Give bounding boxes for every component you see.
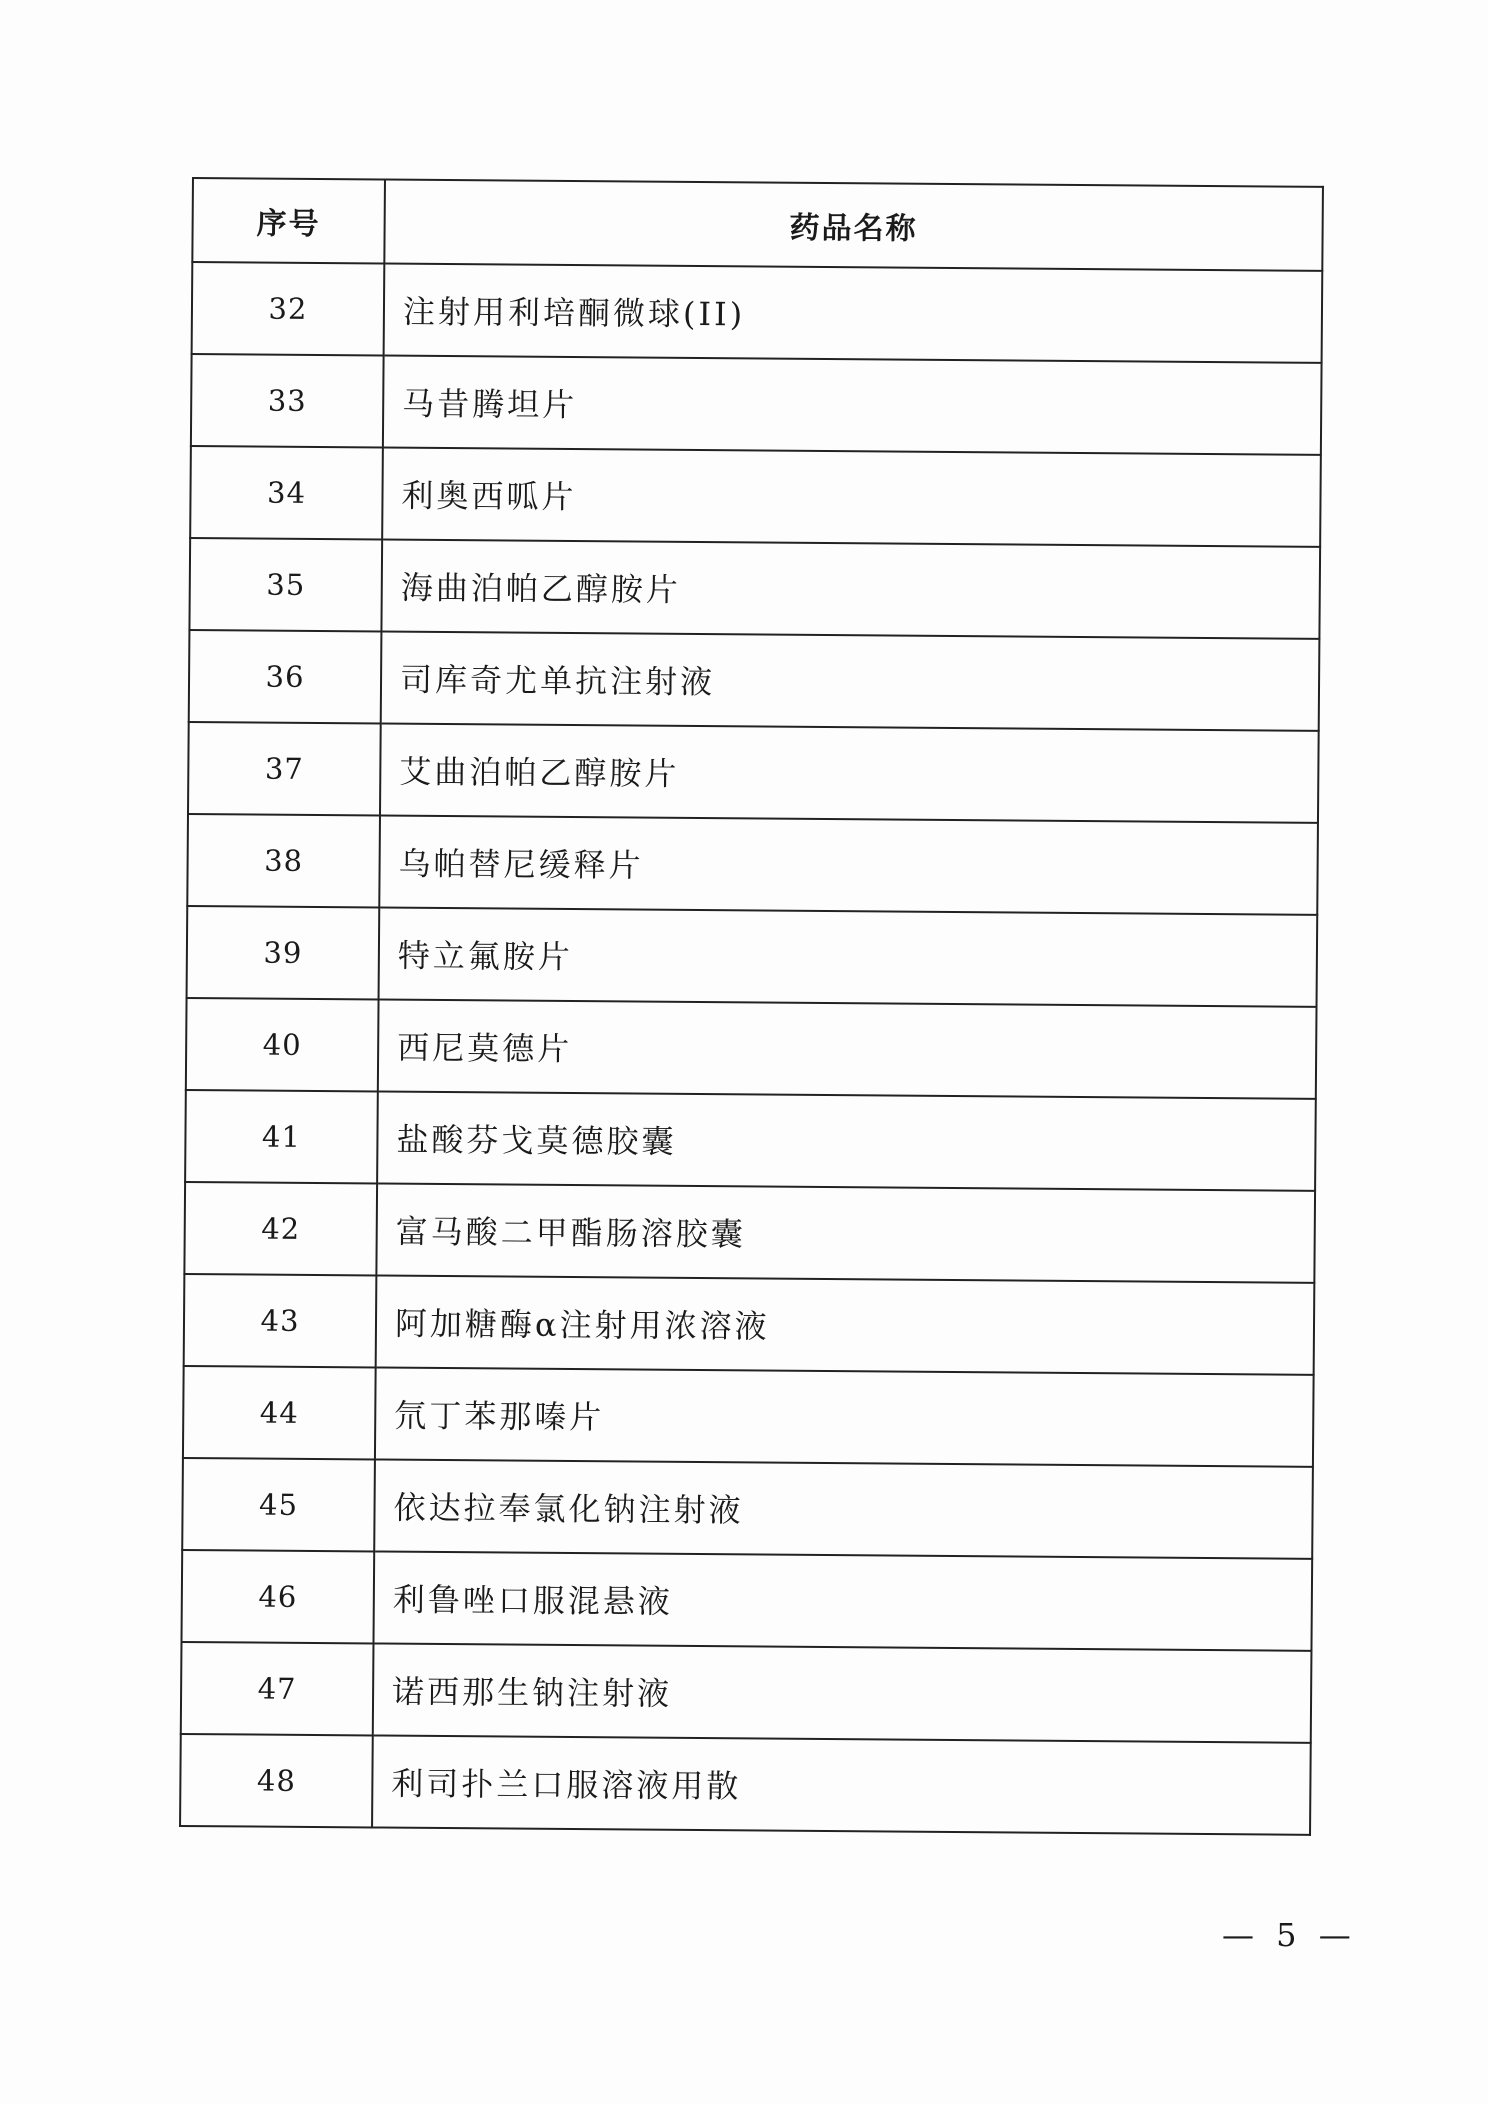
header-serial-number: 序号 — [192, 178, 385, 264]
row-serial-number: 46 — [181, 1550, 374, 1644]
table-row — [182, 1458, 1313, 1559]
row-drug-name: 西尼莫德片 — [378, 999, 1317, 1098]
row-serial-number: 34 — [190, 446, 383, 540]
row-serial-number: 32 — [192, 262, 385, 356]
row-drug-name: 诺西那生钠注射液 — [373, 1643, 1312, 1742]
row-drug-name: 特立氟胺片 — [379, 907, 1318, 1006]
row-serial-number: 37 — [188, 722, 381, 816]
row-serial-number: 36 — [189, 630, 382, 724]
table-row — [189, 630, 1320, 731]
row-serial-number: 40 — [186, 998, 379, 1092]
drug-list-table — [179, 177, 1324, 1836]
page-number: — 5 — — [1222, 1916, 1357, 1954]
row-drug-name: 利奥西呱片 — [382, 448, 1321, 547]
table-row — [184, 1274, 1315, 1375]
table-row — [191, 354, 1322, 455]
row-drug-name: 注射用利培酮微球(II) — [384, 264, 1323, 363]
row-drug-name: 海曲泊帕乙醇胺片 — [381, 540, 1320, 639]
table-row — [186, 998, 1317, 1099]
row-serial-number: 47 — [181, 1642, 374, 1736]
row-serial-number: 35 — [189, 538, 382, 632]
table-row — [192, 262, 1323, 363]
row-drug-name: 乌帕替尼缓释片 — [379, 815, 1318, 914]
row-drug-name: 利鲁唑口服混悬液 — [373, 1551, 1312, 1650]
row-serial-number: 41 — [185, 1090, 378, 1184]
row-drug-name: 氘丁苯那嗪片 — [375, 1367, 1314, 1466]
table-row — [187, 814, 1318, 915]
row-drug-name: 司库奇尤单抗注射液 — [381, 632, 1320, 731]
row-drug-name: 利司扑兰口服溶液用散 — [372, 1735, 1311, 1834]
row-serial-number: 45 — [182, 1458, 375, 1552]
row-drug-name: 富马酸二甲酯肠溶胶囊 — [376, 1183, 1315, 1282]
row-serial-number: 39 — [187, 906, 380, 1000]
table-row — [190, 446, 1321, 547]
row-drug-name: 盐酸芬戈莫德胶囊 — [377, 1091, 1316, 1190]
table-row — [181, 1550, 1312, 1651]
row-serial-number: 38 — [187, 814, 380, 908]
table-row — [181, 1642, 1312, 1743]
row-drug-name: 马昔腾坦片 — [383, 356, 1322, 455]
row-drug-name: 阿加糖酶α注射用浓溶液 — [376, 1275, 1315, 1374]
row-serial-number: 48 — [180, 1734, 373, 1828]
row-serial-number: 42 — [184, 1182, 377, 1276]
table-row — [185, 1090, 1316, 1191]
header-drug-name: 药品名称 — [384, 180, 1323, 271]
row-serial-number: 33 — [191, 354, 384, 448]
table-row — [180, 1734, 1311, 1835]
row-serial-number: 44 — [183, 1366, 376, 1460]
table-row — [184, 1182, 1315, 1283]
table-row — [187, 906, 1318, 1007]
table-header-row — [192, 178, 1323, 271]
table-body — [180, 262, 1322, 1835]
row-drug-name: 艾曲泊帕乙醇胺片 — [380, 723, 1319, 822]
row-drug-name: 依达拉奉氯化钠注射液 — [374, 1459, 1313, 1558]
table-row — [188, 722, 1319, 823]
table-row — [183, 1366, 1314, 1467]
table-row — [189, 538, 1320, 639]
row-serial-number: 43 — [184, 1274, 377, 1368]
